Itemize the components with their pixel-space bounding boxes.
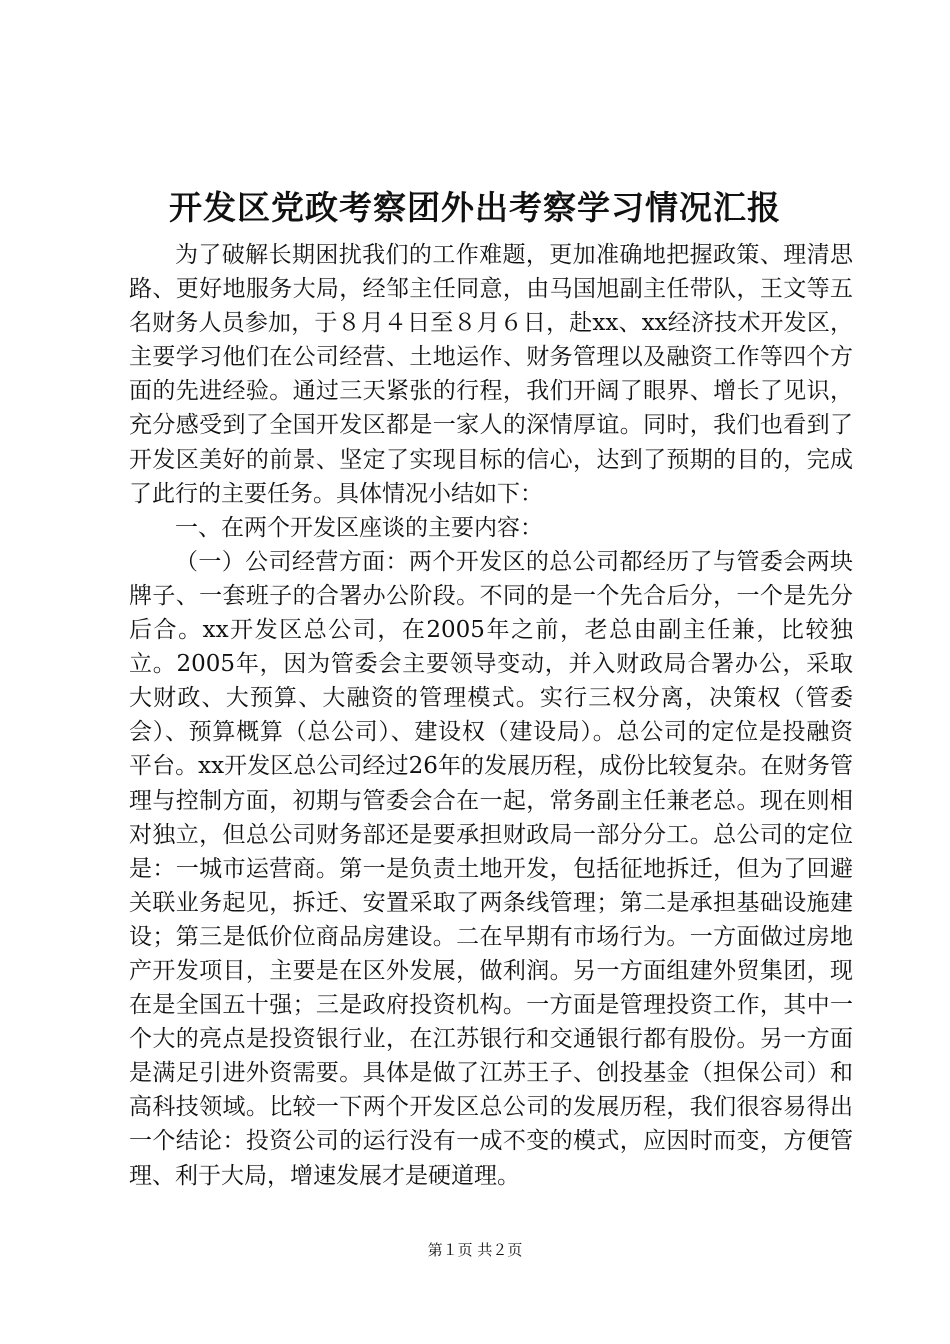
page-footer: 第１页 共２页 (427, 1241, 523, 1259)
company-operation-paragraph: （一）公司经营方面：两个开发区的总公司都经历了与管委会两块牌子、一套班子的合署办公阶段。不同的是一个先合后分，一个是先分后合。xx开发区总公司，在2005年之前，老总由副主任兼，比较独立。2005年，因为管委会主要领导变动，并入财政局合署办公，采取大财政、大预算、大融资的管理模式。实行三权分离，决策权（管委会）、预算概算（总公司）、建设权（建设局）。总公司的定位是投融资平台。xx开发区总公司经过26年的发展历程，成份比较复杂。在财务管理与控制方面，初期与管委会合在一起，常务副主任兼老总。现在则相对独立，但总公司财务部还是要承担财政局一部分分工。总公司的定位是：一城市运营商。第一是负责土地开发，包括征地拆迁，但为了回避关联业务起见，拆迁、安置采取了两条线管理；第二是承担基础设施建设；第三是低价位商品房建设。二在早期有市场行为。一方面做过房地产开发项目，主要是在区外发展，做利润。另一方面组建外贸集团，现在是全国五十强；三是政府投资机构。一方面是管理投资工作，其中一个大的亮点是投资银行业，在江苏银行和交通银行都有股份。另一方面是满足引进外资需要。具体是做了江苏王子、创投基金（担保公司）和高科技领域。比较一下两个开发区总公司的发展历程，我们很容易得出一个结论：投资公司的运行没有一成不变的模式，应因时而变，方便管理、利于大局，增速发展才是硬道理。 (129, 548, 853, 1189)
intro-paragraph: 为了破解长期困扰我们的工作难题，更加准确地把握政策、理清思路、更好地服务大局，经邹主任同意，由马国旭副主任带队，王文等五名财务人员参加，于８月４日至８月６日，赴xx、xx经济技术开发区，主要学习他们在公司经营、土地运作、财务管理以及融资工作等四个方面的先进经验。通过三天紧张的行程，我们开阔了眼界、增长了见识，充分感受到了全国开发区都是一家人的深情厚谊。同时，我们也看到了开发区美好的前景、坚定了实现目标的信心，达到了预期的目的，完成了此行的主要任务。具体情况小结如下： (129, 242, 853, 507)
section-heading: 一、在两个开发区座谈的主要内容： (175, 514, 543, 541)
document-title: 开发区党政考察团外出考察学习情况汇报 (169, 188, 781, 227)
document-body (129, 238, 853, 1193)
